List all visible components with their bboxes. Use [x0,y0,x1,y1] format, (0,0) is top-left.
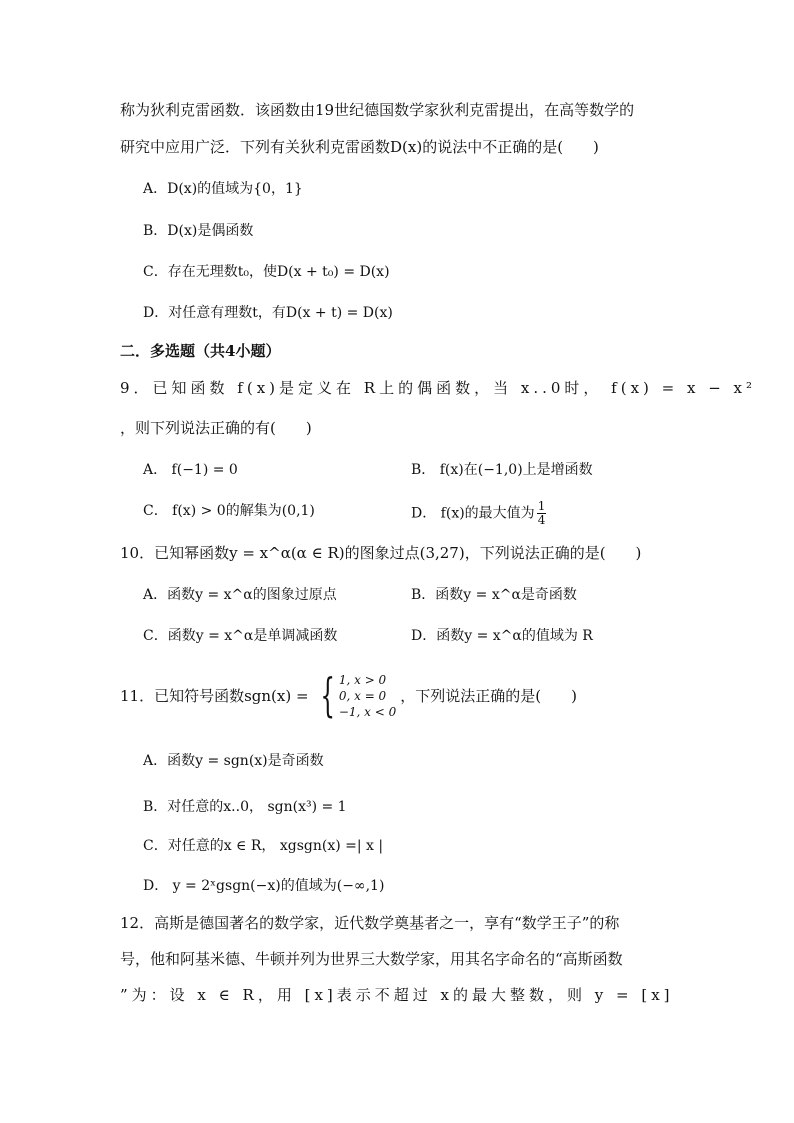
q8-option-c: C．存在无理数t₀，使D(x + t₀) = D(x) [143,264,390,280]
q8-option-d: D．对任意有理数t，有D(x + t) = D(x) [143,305,393,321]
q11-piecewise [313,668,397,722]
q10-option-a: A．函数y = x^α的图象过原点 [143,587,337,603]
fraction-denominator: 4 [537,513,546,527]
q9-option-b: B． f(x)在(−1,0)上是增函数 [411,462,593,478]
q9-option-d-text: D． f(x)的最大值为 [411,505,535,522]
intro-line-1: 称为狄利克雷函数．该函数由19世纪德国数学家狄利克雷提出，在高等数学的 [120,101,635,119]
q11-stem-suffix: ，下列说法正确的是( ) [400,687,577,705]
q9-option-c: C． f(x) > 0的解集为(0,1) [143,503,315,519]
q10-stem: 10．已知幂函数y = x^α(α ∈ R)的图象过点(3,27)，下列说法正确的是( ) [120,544,642,562]
section-title: 二．多选题（共4小题） [120,342,281,360]
q9-option-d-fraction [537,500,547,527]
q11-option-a: A．函数y = sgn(x)是奇函数 [143,753,324,769]
q10-option-b: B．函数y = x^α是奇函数 [411,587,577,603]
q9-option-d [411,500,546,527]
q12-line-1: 12．高斯是德国著名的数学家，近代数学奠基者之一，享有“数学王子”的称 [120,914,620,932]
q11-option-c: C．对任意的x ∈ R， xgsgn(x) =| x | [143,838,384,854]
q10-option-row-1 [143,584,679,606]
q11-cases [339,672,396,720]
q11-case-1: 1, x > 0 [338,673,387,687]
q11-option-b: B．对任意的x..0， sgn(x³) = 1 [143,799,347,815]
q8-option-a: A．D(x)的值域为{0，1} [143,181,303,197]
intro-line-2: 研究中应用广泛．下列有关狄利克雷函数D(x)的说法中不正确的是( ) [120,138,599,156]
q9-stem-line-1: 9．已知函数 f(x)是定义在 R上的偶函数，当 x..0时， f(x) = x − x² [120,379,757,397]
q10-option-d: D．函数y = x^α的值域为 R [411,628,593,644]
q8-option-b: B．D(x)是偶函数 [143,223,254,239]
brace-icon: { [319,668,335,722]
q10-option-c: C．函数y = x^α是单调减函数 [143,628,338,644]
q11-case-3: −1, x < 0 [338,705,397,719]
q9-option-row-2 [143,499,679,527]
q12-line-2: 号，他和阿基米德、牛顿并列为世界三大数学家，用其名字命名的“高斯函数 [120,950,623,968]
q9-option-row-1 [143,459,679,481]
q12-line-3: ”为：设 x ∈ R，用 [x]表示不超过 x的最大整数，则 y = [x] [120,986,674,1004]
q11-stem-prefix: 11．已知符号函数sgn(x) = [120,687,309,705]
q11-case-2: 0, x = 0 [338,689,387,703]
q11-stem [120,668,679,724]
q9-option-a: A． f(−1) = 0 [143,462,238,478]
q9-stem-line-2: ，则下列说法正确的有( ) [120,419,312,437]
q10-option-row-2 [143,625,679,647]
fraction-numerator: 1 [537,499,546,513]
q11-option-d: D． y = 2ˣgsgn(−x)的值域为(−∞,1) [143,878,385,894]
